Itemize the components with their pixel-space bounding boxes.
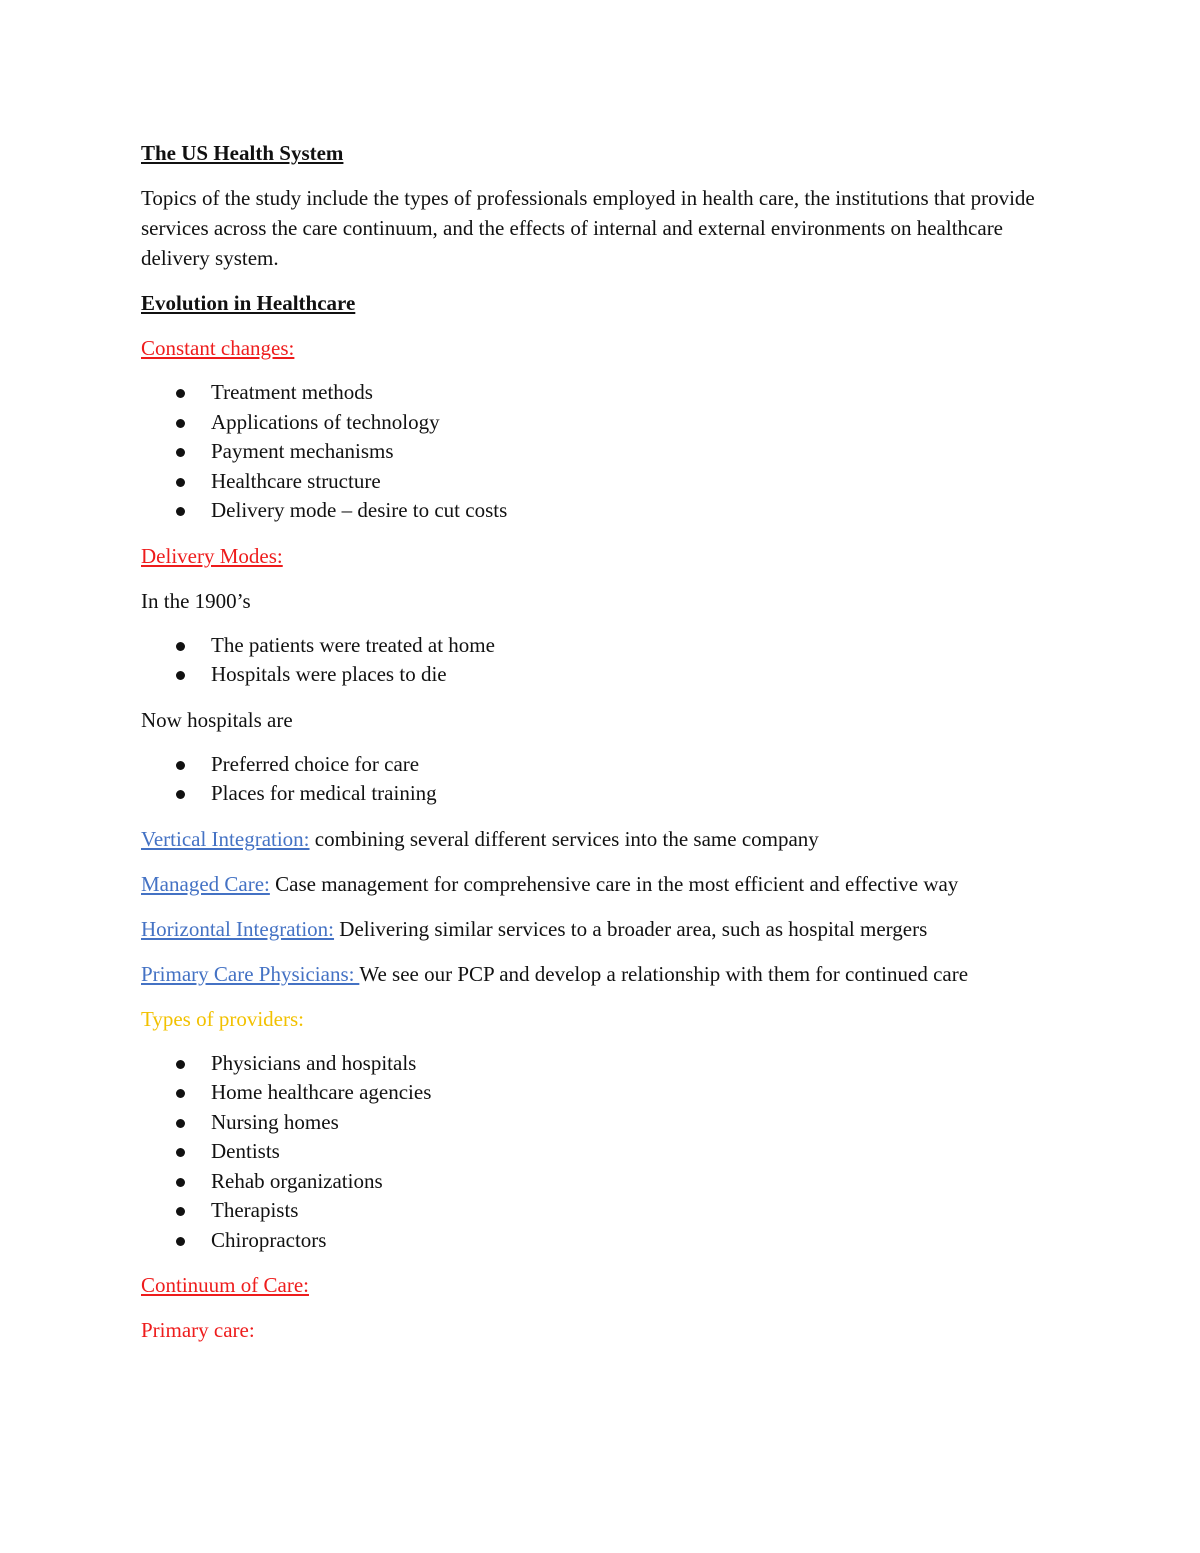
list-item: [141, 437, 1061, 467]
bullet-icon: [176, 507, 185, 516]
list-item-text: Delivery mode – desire to cut costs: [211, 498, 508, 522]
document-page: [141, 138, 1061, 1360]
continuum-label-text: Continuum of Care:: [141, 1273, 309, 1297]
list-item-text: Treatment methods: [211, 380, 373, 404]
list-item-text: The patients were treated at home: [211, 632, 495, 657]
definition-text: combining several different services into the same company: [309, 826, 819, 851]
section-heading-evolution: Evolution in Healthcare: [141, 291, 356, 315]
list-item: [141, 1226, 1061, 1256]
list-item: [141, 1049, 1061, 1079]
definition-primary-care-physicians: [141, 959, 1061, 989]
definition-text: Case management for comprehensive care in the most efficient and effective way: [269, 871, 959, 896]
bullet-icon: [176, 419, 185, 428]
bullet-icon: [176, 761, 185, 770]
bullet-icon: [176, 448, 185, 457]
bullet-icon: [176, 1119, 185, 1128]
bullet-icon: [176, 389, 185, 398]
bullet-icon: [176, 790, 185, 799]
intro-paragraph: Topics of the study include the types of professionals employed in health care, the institutions that provide services across the care continuum, and the effects of internal and external environments on healthcare delivery system.: [141, 186, 1035, 270]
bullet-icon: [176, 478, 185, 487]
providers-list: [141, 1049, 1061, 1256]
list-item: [141, 378, 1061, 408]
definition-horizontal-integration: [141, 914, 1061, 944]
bullet-icon: [176, 1237, 185, 1246]
definition-text: Delivering similar services to a broader area, such as hospital mergers: [334, 916, 928, 941]
now-label: Now hospitals are: [141, 707, 293, 732]
bullet-icon: [176, 1178, 185, 1187]
primary-care-label: [141, 1315, 1061, 1345]
bullet-icon: [176, 671, 185, 680]
list-item-text: Chiropractors: [211, 1227, 327, 1252]
list-item: [141, 1108, 1061, 1138]
definition-vertical-integration: [141, 824, 1061, 854]
constant-changes-label-text: Constant changes:: [141, 336, 295, 360]
list-item-text: Nursing homes: [211, 1109, 339, 1134]
bullet-icon: [176, 1148, 185, 1157]
list-item: [141, 496, 1061, 526]
list-item-text: Payment mechanisms: [211, 439, 394, 463]
list-item: [141, 750, 1061, 780]
list-item-text: Places for medical training: [211, 781, 437, 805]
constant-changes-list: [141, 378, 1061, 526]
then-label: In the 1900’s: [141, 588, 251, 613]
list-item: [141, 408, 1061, 438]
definition-term: Horizontal Integration:: [141, 916, 335, 941]
list-item: [141, 779, 1061, 809]
providers-label: [141, 1004, 1061, 1034]
list-item: [141, 1196, 1061, 1226]
bullet-icon: [176, 642, 185, 651]
delivery-modes-label-text: Delivery Modes:: [141, 543, 283, 568]
list-item: [141, 660, 1061, 690]
then-list: [141, 631, 1061, 690]
list-item-text: Dentists: [211, 1139, 280, 1163]
list-item: [141, 1137, 1061, 1167]
list-item: [141, 1078, 1061, 1108]
list-item-text: Therapists: [211, 1198, 299, 1222]
list-item-text: Healthcare structure: [211, 468, 381, 493]
list-item-text: Rehab organizations: [211, 1168, 383, 1193]
list-item: [141, 1167, 1061, 1197]
definition-term: Vertical Integration:: [141, 826, 310, 851]
document-title: The US Health System: [141, 141, 344, 165]
providers-label-text: Types of providers:: [141, 1006, 304, 1031]
definition-text: We see our PCP and develop a relationship with them for continued care: [359, 961, 969, 986]
list-item-text: Hospitals were places to die: [211, 662, 447, 686]
definition-term: Managed Care:: [141, 871, 270, 896]
primary-care-label-text: Primary care:: [141, 1318, 255, 1342]
list-item: [141, 467, 1061, 497]
bullet-icon: [176, 1060, 185, 1069]
definition-managed-care: [141, 869, 1061, 899]
definition-term: Primary Care Physicians:: [141, 961, 360, 986]
now-list: [141, 750, 1061, 809]
constant-changes-label: [141, 333, 1061, 363]
delivery-modes-label: [141, 541, 1061, 571]
bullet-icon: [176, 1207, 185, 1216]
list-item: [141, 631, 1061, 661]
list-item-text: Preferred choice for care: [211, 751, 420, 776]
list-item-text: Applications of technology: [211, 409, 440, 434]
continuum-label: [141, 1270, 1061, 1300]
list-item-text: Physicians and hospitals: [211, 1050, 417, 1075]
list-item-text: Home healthcare agencies: [211, 1080, 432, 1104]
bullet-icon: [176, 1089, 185, 1098]
